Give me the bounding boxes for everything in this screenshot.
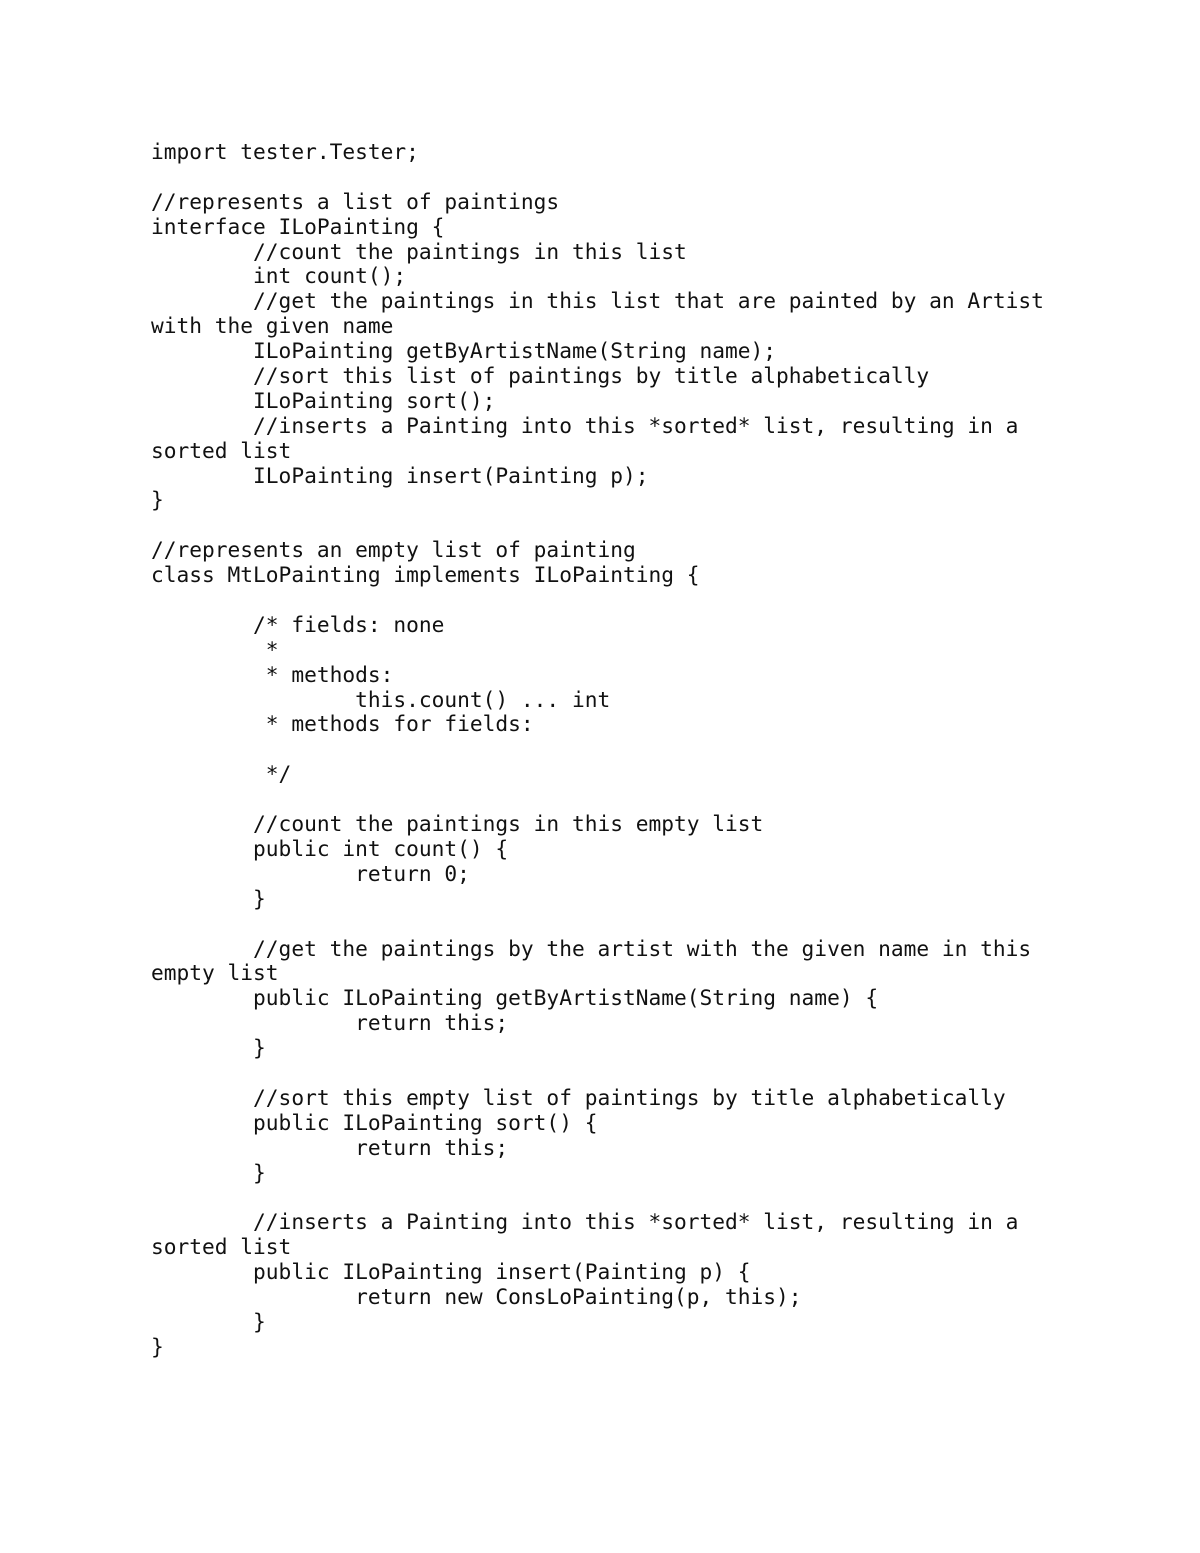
code-line: return 0; bbox=[151, 860, 470, 886]
code-line: this.count() ... int bbox=[151, 686, 611, 712]
code-line: //sort this empty list of paintings by title alphabetically bbox=[151, 1084, 1006, 1110]
code-line: //get the paintings by the artist with the given name in this bbox=[151, 935, 1032, 961]
code-line: * methods for fields: bbox=[151, 711, 534, 737]
code-line: sorted list bbox=[151, 437, 292, 463]
code-line: * methods: bbox=[151, 661, 394, 687]
code-line: //sort this list of paintings by title alphabetically bbox=[151, 363, 930, 389]
code-line bbox=[151, 1185, 1044, 1210]
code-line bbox=[151, 165, 1044, 190]
code-line: import tester.Tester; bbox=[151, 139, 419, 164]
code-line: ILoPainting sort(); bbox=[151, 387, 496, 413]
code-line: } bbox=[151, 487, 164, 513]
code-line: * bbox=[151, 636, 279, 662]
code-line bbox=[151, 513, 1044, 538]
code-line: int count(); bbox=[151, 263, 407, 289]
code-line: public ILoPainting getByArtistName(String name) { bbox=[151, 985, 879, 1011]
code-line: class MtLoPainting implements ILoPainting { bbox=[151, 562, 700, 588]
code-line: /* fields: none bbox=[151, 611, 445, 637]
code-line: //represents an empty list of painting bbox=[151, 537, 636, 563]
code-line: //represents a list of paintings bbox=[151, 188, 560, 214]
code-line: } bbox=[151, 1308, 266, 1334]
code-line: sorted list bbox=[151, 1234, 292, 1260]
code-line: public ILoPainting insert(Painting p) { bbox=[151, 1259, 751, 1285]
code-line bbox=[151, 737, 1044, 762]
code-line: //inserts a Painting into this *sorted* list, resulting in a bbox=[151, 1209, 1019, 1235]
code-line: return new ConsLoPainting(p, this); bbox=[151, 1283, 802, 1309]
code-line: ILoPainting getByArtistName(String name); bbox=[151, 338, 777, 364]
code-line: } bbox=[151, 1035, 266, 1061]
code-line: return this; bbox=[151, 1010, 509, 1036]
code-line: return this; bbox=[151, 1134, 509, 1160]
code-line: ILoPainting insert(Painting p); bbox=[151, 462, 649, 488]
code-line: interface ILoPainting { bbox=[151, 213, 445, 239]
code-line: */ bbox=[151, 761, 292, 787]
code-line: //inserts a Painting into this *sorted* list, resulting in a bbox=[151, 412, 1019, 438]
code-line: empty list bbox=[151, 960, 279, 986]
code-line bbox=[151, 912, 1044, 937]
code-line: //count the paintings in this empty list bbox=[151, 811, 764, 837]
code-line: } bbox=[151, 1333, 164, 1359]
code-line: } bbox=[151, 1159, 266, 1185]
code-line: public ILoPainting sort() { bbox=[151, 1109, 598, 1135]
code-line: with the given name bbox=[151, 313, 394, 339]
code-line bbox=[151, 1061, 1044, 1086]
code-line: //get the paintings in this list that are painted by an Artist bbox=[151, 288, 1044, 314]
code-line bbox=[151, 588, 1044, 613]
code-line bbox=[151, 787, 1044, 812]
code-listing bbox=[151, 140, 1044, 1360]
code-line: //count the paintings in this list bbox=[151, 238, 687, 264]
code-line: } bbox=[151, 885, 266, 911]
code-line: public int count() { bbox=[151, 835, 509, 861]
